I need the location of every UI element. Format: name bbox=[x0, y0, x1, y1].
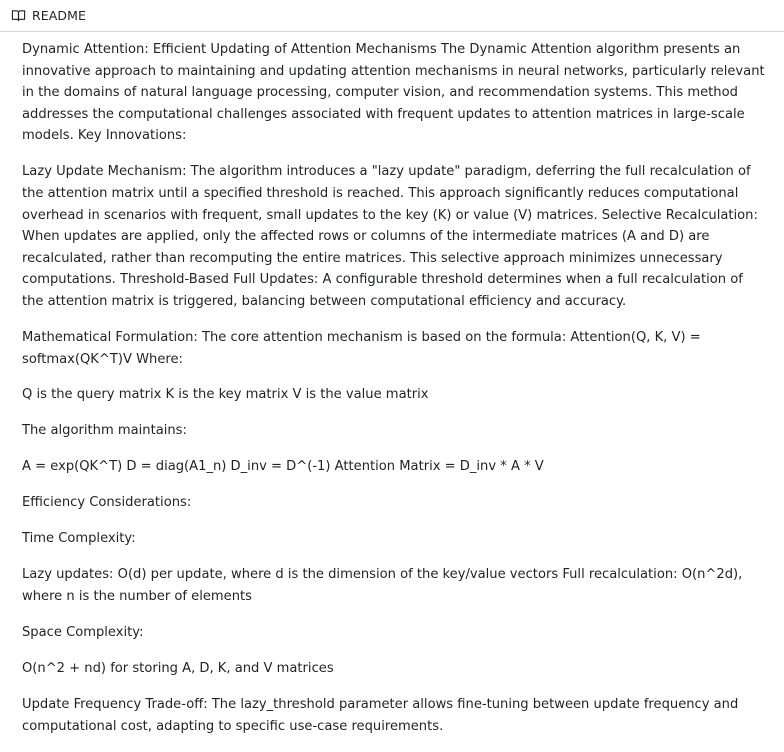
paragraph-formulas: A = exp(QK^T) D = diag(A1_n) D_inv = D^(-1) Attention Matrix = D_inv * A * V bbox=[22, 459, 544, 475]
readme-content bbox=[22, 39, 768, 752]
paragraph-efficiency-heading: Efficiency Considerations: bbox=[22, 495, 192, 511]
paragraph-update-tradeoff: Update Frequency Trade-off: The lazy_threshold parameter allows fine-tuning between update frequency and computational cost, adapting to specific use-case requirements. bbox=[22, 696, 739, 734]
paragraph-lazy-update: Lazy Update Mechanism: The algorithm introduces a "lazy update" paradigm, deferring the full recalculation of the attention matrix until a specified threshold is reached. This approach significantly reduces computational overhead in scenarios with frequent, small updates to the key (K) or value (V) matrices. Selective Recalculation: When updates are applied, only the affected rows or columns of the intermediate matrices (A and D) are recalculated, rather than recomputing the entire matrices. This selective approach minimizes unnecessary computations. Threshold-Based Full Updates: A configurable threshold determines when a full recalculation of the attention matrix is triggered, balancing between computational efficiency and accuracy. bbox=[22, 164, 758, 309]
paragraph-intro: Dynamic Attention: Efficient Updating of Attention Mechanisms The Dynamic Attention algorithm presents an innovative approach to maintaining and updating attention mechanisms in neural networks, particularly relevant in the domains of natural language processing, computer vision, and recommendation systems. This method addresses the computational challenges associated with frequent updates to attention matrices in large-scale models. Key Innovations: bbox=[22, 42, 765, 144]
paragraph-math-formulation: Mathematical Formulation: The core attention mechanism is based on the formula: Attention(Q, K, V) = softmax(QK^T)V Where: bbox=[22, 329, 701, 367]
readme-tab-label: README bbox=[32, 8, 87, 23]
paragraph-time-complexity: Lazy updates: O(d) per update, where d is the dimension of the key/value vectors Full recalculation: O(n^2d), where n is the number of elements bbox=[22, 567, 743, 604]
readme-header bbox=[0, 0, 784, 32]
book-icon bbox=[11, 8, 26, 23]
paragraph-space-complexity: O(n^2 + nd) for storing A, D, K, and V matrices bbox=[22, 660, 334, 676]
paragraph-time-complexity-heading: Time Complexity: bbox=[22, 531, 136, 547]
paragraph-algorithm-maintains: The algorithm maintains: bbox=[22, 423, 187, 439]
paragraph-matrix-definitions: Q is the query matrix K is the key matrix V is the value matrix bbox=[22, 387, 429, 403]
readme-tab[interactable] bbox=[8, 0, 89, 31]
paragraph-space-complexity-heading: Space Complexity: bbox=[22, 624, 144, 640]
